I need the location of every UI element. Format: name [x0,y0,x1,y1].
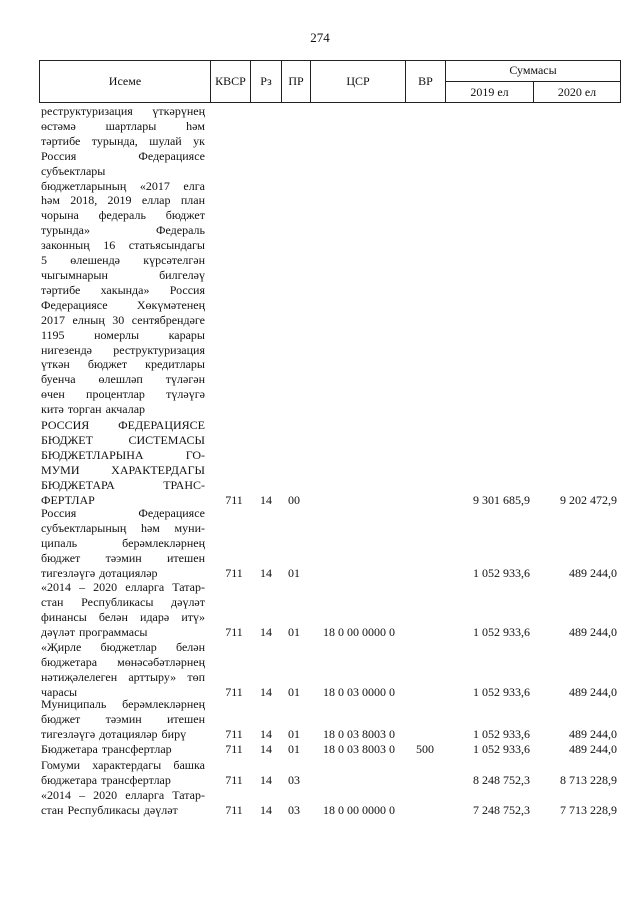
row-name-line: 5 өлешендә күрсәтелгән [41,253,205,268]
cell-pr: 03 [288,802,300,817]
row-name-line: нигезендә реструктуризация [41,342,205,357]
cell-s2020: 7 713 228,9 [560,802,617,817]
cell-pr: 01 [288,624,300,639]
row-name [41,640,205,700]
row-name-line: БЮДЖЕТ СИСТЕМАСЫ [41,432,205,447]
row-name-line: өчен процентлар түләүгә [41,387,205,402]
row-name-line: өстәмә шартлары һәм [41,118,205,133]
row-name-line: буенча өлешләп түләгән [41,372,205,387]
row-name-line: Гомуми характердагы башка [41,758,205,772]
row-name [41,788,205,818]
row-name-line: законның 16 статьясындагы [41,238,205,253]
cell-pr: 01 [288,726,300,741]
row-name-line: субъектларының һәм муни- [41,520,205,535]
row-name [41,697,205,742]
cell-s2020: 489 244,0 [569,565,617,580]
row-name-line: «2014 – 2020 елларга Татар- [41,788,205,802]
cell-pr: 01 [288,684,300,699]
cell-rz: 14 [260,742,272,756]
row-name [41,506,205,581]
row-name-line: турында» Федераль [41,223,205,238]
cell-s2020: 489 244,0 [569,742,617,756]
cell-pr: 03 [288,772,300,787]
header-csr: ЦСР [346,74,370,88]
row-name [41,580,205,640]
cell-s2020: 8 713 228,9 [560,772,617,787]
row-name-line: тигезләүгә дотацияләр [41,565,158,580]
cell-kvsr: 711 [225,684,243,699]
cell-s2019: 1 052 933,6 [473,726,530,741]
row-name-line: һәм 2018, 2019 еллар план [41,193,205,208]
cell-vr: 500 [416,742,434,756]
cell-csr: 18 0 03 0000 0 [323,684,395,699]
header-vr: ВР [418,74,433,88]
row-name-line: «2014 – 2020 елларга Татар- [41,580,205,594]
row-name-line: субъектлары [41,163,106,178]
row-name-line: нәтиҗәлелеген арттыру» төп [41,669,205,684]
row-name-line: бюджет тәэмин итешен [41,711,205,726]
row-name-line: Россия Федерациясе [41,148,205,163]
cell-s2019: 1 052 933,6 [473,742,530,756]
cell-rz: 14 [260,684,272,699]
header-year-2019: 2019 ел [470,85,509,99]
row-name-line: тәртибе турында, шулай ук [41,133,205,148]
cell-kvsr: 711 [225,726,243,741]
cell-kvsr: 711 [225,565,243,580]
row-name-line: Муниципаль берәмлекләрнең [41,697,205,711]
row-name-line: РОССИЯ ФЕДЕРАЦИЯСЕ [41,418,205,432]
cell-s2020: 489 244,0 [569,684,617,699]
row-name-line: үткән бюджет кредитлары [41,357,205,372]
row-name-line: бюджетара трансфертлар [41,772,171,787]
cell-rz: 14 [260,726,272,741]
cell-csr: 18 0 03 8003 0 [323,742,395,756]
row-name-line: тәртибе хакында» Россия [41,282,205,297]
cell-rz: 14 [260,624,272,639]
row-name-line: БЮДЖЕТЛАРЫНА ГО- [41,447,205,462]
header-sums: Суммасы [509,63,557,77]
header-year-2020: 2020 ел [557,85,597,99]
cell-kvsr: 711 [225,624,243,639]
page-number: 274 [310,30,330,45]
cell-pr: 01 [288,565,300,580]
row-name-line: 1195 номерлы карары [41,327,205,342]
header-name: Исеме [108,74,142,88]
cell-pr: 00 [288,492,300,507]
cell-s2019: 9 301 685,9 [473,492,530,507]
cell-rz: 14 [260,802,272,817]
cell-rz: 14 [260,772,272,787]
cell-rz: 14 [260,492,272,507]
row-name-line: стан Республикасы дәүләт [41,802,178,817]
cell-pr: 01 [288,742,300,756]
cell-s2019: 7 248 752,3 [473,802,530,817]
cell-kvsr: 711 [225,802,243,817]
cell-s2019: 8 248 752,3 [473,772,530,787]
row-name [41,418,205,507]
cell-s2020: 9 202 472,9 [560,492,617,507]
row-name-line: бюджетларының «2017 елга [41,178,205,193]
row-name-line: чыгымнарын билгеләү [41,267,205,282]
cell-rz: 14 [260,565,272,580]
row-name-line: «Җирле бюджетлар белән [41,640,205,654]
row-name-line: ФЕРТЛАР [41,492,95,507]
row-name-line: тигезләүгә дотацияләр бирү [41,726,187,741]
row-name-line: чарасы [41,684,78,699]
row-name-line: Федерациясе Хөкүмәтенең [41,297,205,312]
cell-csr: 18 0 03 8003 0 [323,726,395,741]
row-name-line: финансы белән идарә итү» [41,609,205,624]
row-name-line: БЮДЖЕТАРА ТРАНС- [41,477,205,492]
header-pr: ПР [288,74,304,88]
row-name-line: реструктуризация үткәрүнең [41,104,205,118]
cell-csr: 18 0 00 0000 0 [323,802,395,817]
cell-csr: 18 0 00 0000 0 [323,624,395,639]
cell-kvsr: 711 [225,772,243,787]
row-name-line: ципаль берәмлекләрнең [41,535,205,550]
row-name-line: Бюджетара трансфертлар [41,742,172,756]
row-name-line: Россия Федерациясе [41,506,205,520]
row-name-line: чорына федераль бюджет [41,208,205,223]
cell-s2019: 1 052 933,6 [473,565,530,580]
row-name [41,758,205,788]
cell-s2020: 489 244,0 [569,624,617,639]
row-name-line: бюджетара мөнәсәбәтләрнең [41,654,205,669]
table-header [39,60,621,103]
row-name [41,104,205,417]
cell-s2019: 1 052 933,6 [473,684,530,699]
row-name-line: дәүләт программасы [41,624,148,639]
row-name-line: МУМИ ХАРАКТЕРДАГЫ [41,462,205,477]
row-name-line: китә торган акчалар [41,402,146,417]
row-name-line: бюджет тәэмин итешен [41,550,205,565]
header-kvsr: КВСР [215,74,246,88]
header-rz: Рз [260,74,272,88]
cell-kvsr: 711 [225,492,243,507]
cell-s2019: 1 052 933,6 [473,624,530,639]
row-name-line: 2017 елның 30 сентябрендәге [41,312,205,327]
row-name [41,742,205,757]
row-name-line: стан Республикасы дәүләт [41,594,205,609]
cell-kvsr: 711 [225,742,243,756]
cell-s2020: 489 244,0 [569,726,617,741]
